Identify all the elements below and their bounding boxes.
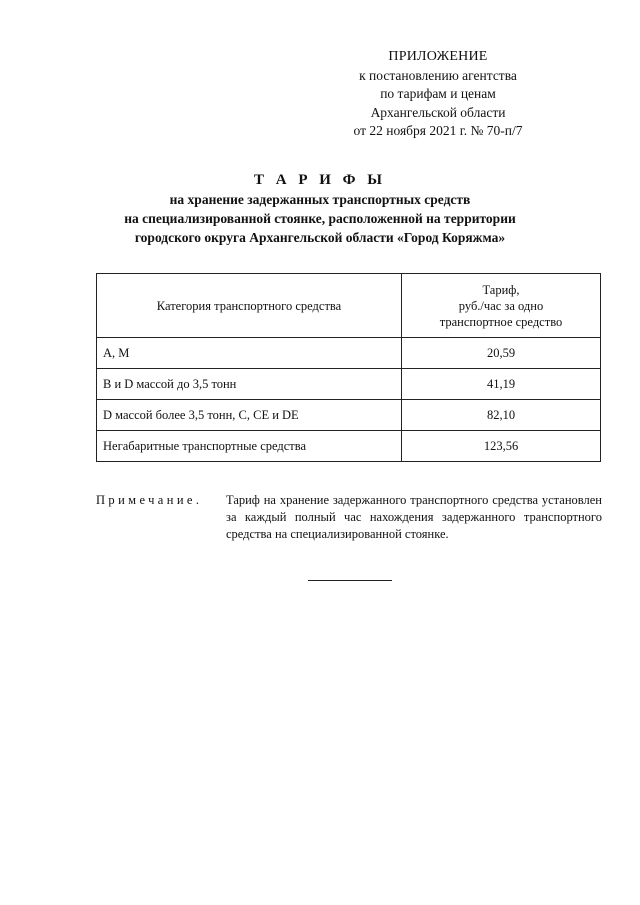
document-title-block [60, 170, 580, 247]
row-category: А, М [97, 338, 402, 369]
appendix-heading: ПРИЛОЖЕНИЕ [388, 49, 488, 64]
note-text: Тариф на хранение задержанного транспортного средства установлен за каждый полный час нахождения задержанного транспортного средства на специализированной стоянке. [226, 493, 602, 541]
note-label: Примечание. [96, 493, 203, 507]
table-row [97, 431, 601, 462]
tariffs-table [96, 273, 601, 462]
appendix-line: от 22 ноября 2021 г. № 70-п/7 [353, 123, 523, 138]
row-tariff: 20,59 [402, 338, 601, 369]
appendix-block [318, 48, 558, 141]
row-tariff: 41,19 [402, 369, 601, 400]
table-row [97, 369, 601, 400]
table-row [97, 400, 601, 431]
document-subtitle-line: на специализированной стоянке, расположенной на территории [124, 211, 516, 226]
appendix-line: по тарифам и ценам [380, 86, 496, 101]
header-tariff [402, 274, 601, 338]
document-subtitle-line: на хранение задержанных транспортных средств [169, 192, 471, 207]
closing-rule [308, 580, 392, 581]
header-tariff-line: Тариф, [482, 282, 520, 297]
table-row [97, 338, 601, 369]
row-category: Негабаритные транспортные средства [97, 431, 402, 462]
row-tariff: 82,10 [402, 400, 601, 431]
row-category: В и D массой до 3,5 тонн [97, 369, 402, 400]
document-title: Т А Р И Ф Ы [253, 172, 387, 188]
document-subtitle-line: городского округа Архангельской области «Город Коряжма» [134, 230, 506, 245]
table-header-row [97, 274, 601, 338]
row-category: D массой более 3,5 тонн, С, СЕ и DE [97, 400, 402, 431]
header-tariff-line: транспортное средство [439, 314, 563, 329]
appendix-line: к постановлению агентства [359, 67, 517, 83]
appendix-line: Архангельской области [370, 104, 506, 120]
header-tariff-line: руб./час за одно [458, 298, 544, 313]
header-category: Категория транспортного средства [97, 274, 402, 338]
row-tariff: 123,56 [402, 431, 601, 462]
